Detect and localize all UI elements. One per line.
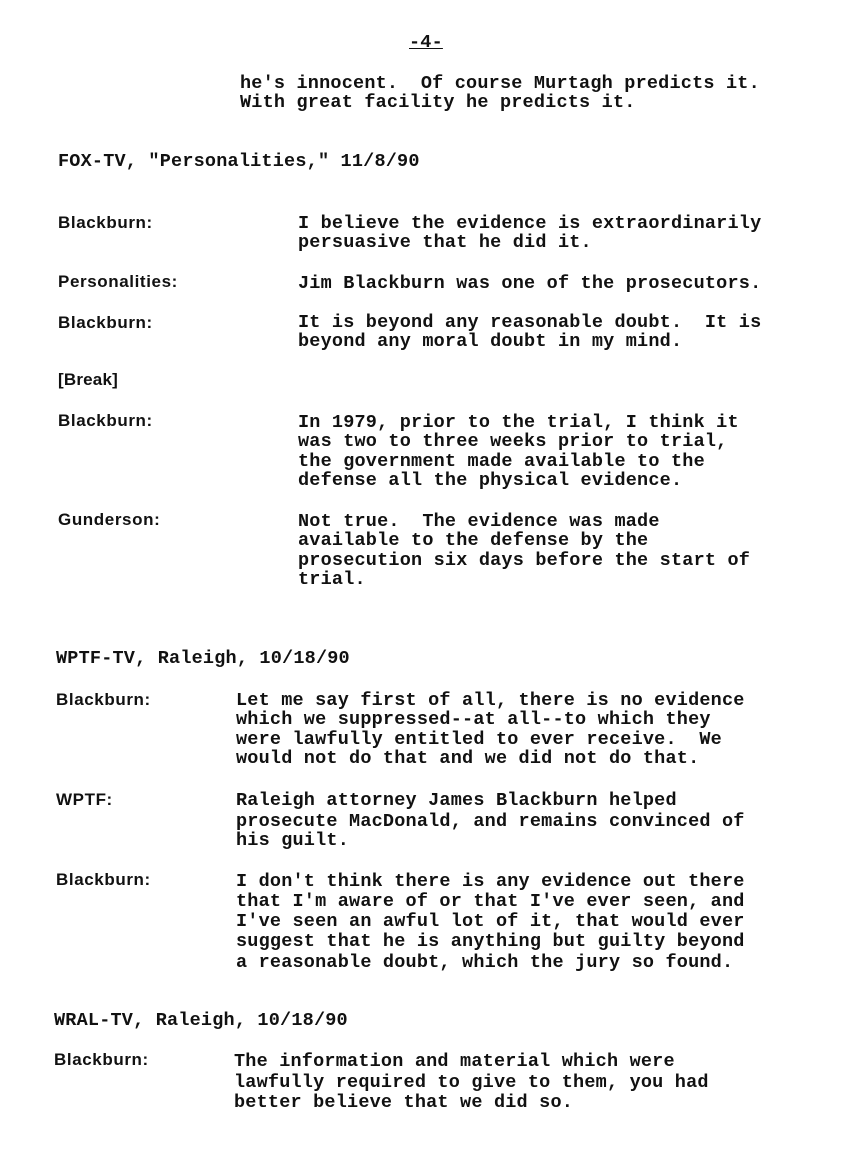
quote-line: beyond any moral doubt in my mind. — [298, 331, 683, 352]
quote-line: that I'm aware of or that I've ever seen, and — [236, 891, 745, 912]
quote-line: a reasonable doubt, which the jury so found. — [236, 952, 734, 973]
quote-line: the government made available to the — [298, 451, 705, 472]
quote-line: would not do that and we did not do that. — [236, 748, 700, 769]
speaker-label: Blackburn: — [58, 213, 153, 232]
speaker-label: Blackburn: — [58, 411, 153, 430]
quote-line: I don't think there is any evidence out there — [236, 871, 745, 892]
speaker-label: Blackburn: — [58, 313, 153, 332]
quote-line: Let me say first of all, there is no evidence — [236, 690, 745, 711]
quote-line: Not true. The evidence was made — [298, 511, 660, 532]
quote-line: better believe that we did so. — [234, 1092, 574, 1113]
quote-line: was two to three weeks prior to trial, — [298, 431, 728, 452]
speaker-label: Blackburn: — [54, 1050, 149, 1069]
quote-line: his guilt. — [236, 830, 350, 851]
quote-line: prosecution six days before the start of — [298, 550, 751, 571]
intro-line: With great facility he predicts it. — [240, 92, 636, 113]
quote-line: In 1979, prior to the trial, I think it — [298, 412, 739, 433]
page-number: -4- — [409, 32, 443, 53]
section-heading: WRAL-TV, Raleigh, 10/18/90 — [54, 1010, 348, 1031]
break-marker: [Break] — [58, 370, 118, 389]
quote-line: trial. — [298, 569, 366, 590]
quote-line: available to the defense by the — [298, 530, 649, 551]
quote-line: were lawfully entitled to ever receive. We — [236, 729, 722, 750]
quote-line: suggest that he is anything but guilty beyond — [236, 931, 745, 952]
quote-line: I've seen an awful lot of it, that would ever — [236, 911, 745, 932]
quote-line: lawfully required to give to them, you had — [234, 1072, 709, 1093]
section-heading: FOX-TV, "Personalities," 11/8/90 — [58, 151, 420, 172]
quote-line: prosecute MacDonald, and remains convinced of — [236, 811, 745, 832]
quote-line: defense all the physical evidence. — [298, 470, 683, 491]
quote-line: It is beyond any reasonable doubt. It is — [298, 312, 762, 333]
quote-line: The information and material which were — [234, 1051, 675, 1072]
quote-line: persuasive that he did it. — [298, 232, 592, 253]
section-heading: WPTF-TV, Raleigh, 10/18/90 — [56, 648, 350, 669]
speaker-label: Personalities: — [58, 272, 178, 291]
speaker-label: Gunderson: — [58, 510, 161, 529]
speaker-label: Blackburn: — [56, 690, 151, 709]
speaker-label: WPTF: — [56, 790, 113, 809]
quote-line: Jim Blackburn was one of the prosecutors. — [298, 273, 762, 294]
quote-line: I believe the evidence is extraordinarily — [298, 213, 762, 234]
speaker-label: Blackburn: — [56, 870, 151, 889]
quote-line: which we suppressed--at all--to which they — [236, 709, 711, 730]
quote-line: Raleigh attorney James Blackburn helped — [236, 790, 677, 811]
intro-line: he's innocent. Of course Murtagh predicts it. — [240, 73, 760, 94]
